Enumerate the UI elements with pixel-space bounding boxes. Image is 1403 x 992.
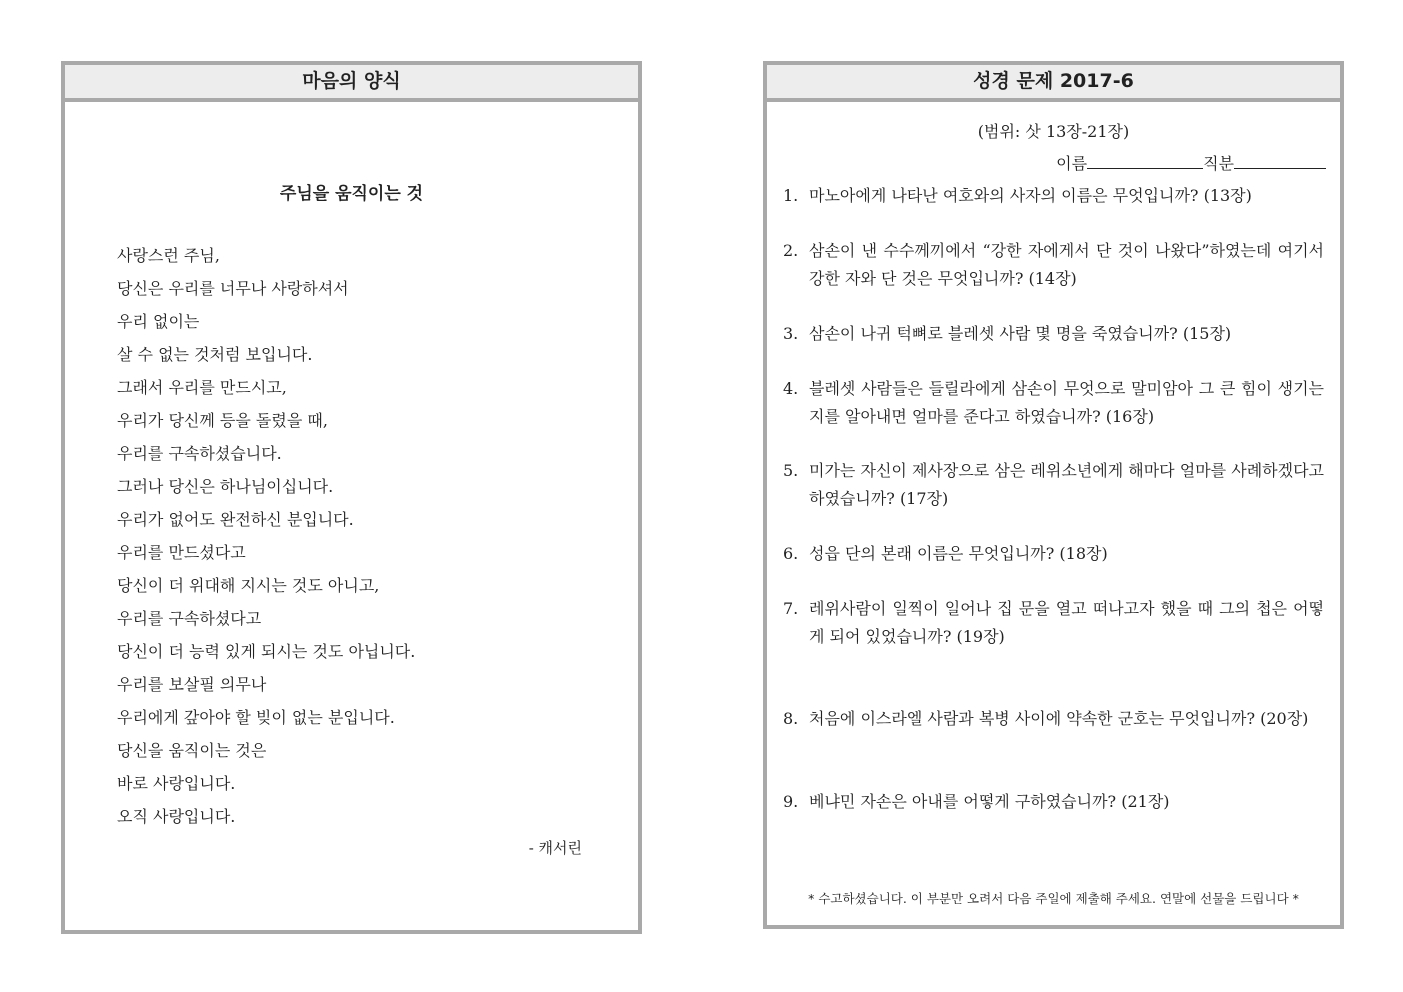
poem-line: 당신을 움직이는 것은 bbox=[117, 741, 267, 760]
question-number: 5. bbox=[783, 461, 799, 480]
question-item bbox=[783, 540, 1324, 568]
question-text: 베냐민 자손은 아내를 어떻게 구하였습니까? (21장) bbox=[809, 792, 1170, 811]
question-number: 4. bbox=[783, 379, 799, 398]
position-blank[interactable] bbox=[1234, 152, 1326, 169]
poem-line: 우리를 구속하셨다고 bbox=[117, 609, 262, 628]
bible-quiz-panel bbox=[763, 61, 1344, 929]
question-item bbox=[783, 320, 1324, 348]
question-text: 레위사람이 일찍이 일어나 집 문을 열고 떠나고자 했을 때 그의 첩은 어떻게 되어 있었습니까? (19장) bbox=[809, 599, 1324, 646]
question-item bbox=[783, 457, 1324, 513]
question-number: 6. bbox=[783, 544, 799, 563]
question-number: 8. bbox=[783, 709, 799, 728]
poem-line: 그러나 당신은 하나님이십니다. bbox=[117, 477, 334, 496]
poem-line: 당신이 더 능력 있게 되시는 것도 아닙니다. bbox=[117, 642, 416, 661]
poem-body bbox=[117, 239, 415, 833]
poem-author: - 캐서린 bbox=[528, 839, 582, 857]
question-text: 처음에 이스라엘 사람과 복병 사이에 약속한 군호는 무엇입니까? (20장) bbox=[809, 709, 1309, 728]
meditation-header: 마음의 양식 bbox=[65, 65, 638, 102]
poem-line: 우리가 없어도 완전하신 분입니다. bbox=[117, 510, 354, 529]
question-item bbox=[783, 788, 1324, 816]
poem-title: 주님을 움직이는 것 bbox=[279, 184, 424, 204]
poem-line: 바로 사랑입니다. bbox=[117, 774, 236, 793]
quiz-range: (범위: 삿 13장-21장) bbox=[977, 122, 1130, 141]
question-text: 성읍 단의 본래 이름은 무엇입니까? (18장) bbox=[809, 544, 1108, 563]
question-item bbox=[783, 595, 1324, 651]
question-number: 1. bbox=[783, 186, 799, 205]
question-item bbox=[783, 182, 1324, 210]
question-number: 3. bbox=[783, 324, 799, 343]
poem-line: 당신은 우리를 너무나 사랑하셔서 bbox=[117, 279, 349, 298]
name-position-line bbox=[1056, 151, 1326, 174]
question-text: 삼손이 나귀 턱뼈로 블레셋 사람 몇 명을 죽였습니까? (15장) bbox=[809, 324, 1232, 343]
question-number: 9. bbox=[783, 792, 799, 811]
question-item bbox=[783, 705, 1324, 733]
name-blank[interactable] bbox=[1087, 152, 1203, 169]
position-label: 직분 bbox=[1203, 154, 1234, 173]
question-item bbox=[783, 375, 1324, 431]
question-number: 7. bbox=[783, 599, 799, 618]
question-number: 2. bbox=[783, 241, 799, 260]
question-text: 마노아에게 나타난 여호와의 사자의 이름은 무엇입니까? (13장) bbox=[809, 186, 1252, 205]
question-text: 삼손이 낸 수수께끼에서 “강한 자에게서 단 것이 나왔다”하였는데 여기서 강한 자와 단 것은 무엇입니까? (14장) bbox=[809, 241, 1324, 288]
poem-line: 당신이 더 위대해 지시는 것도 아니고, bbox=[117, 576, 380, 595]
poem-line: 살 수 없는 것처럼 보입니다. bbox=[117, 345, 313, 364]
poem-line: 우리가 당신께 등을 돌렸을 때, bbox=[117, 411, 328, 430]
poem-line: 그래서 우리를 만드시고, bbox=[117, 378, 287, 397]
poem-line: 사랑스런 주님, bbox=[117, 246, 220, 265]
poem-line: 우리에게 갚아야 할 빚이 없는 분입니다. bbox=[117, 708, 395, 727]
poem-line: 우리를 만드셨다고 bbox=[117, 543, 246, 562]
question-text: 블레셋 사람들은 들릴라에게 삼손이 무엇으로 말미암아 그 큰 힘이 생기는지를 알아내면 얼마를 준다고 하였습니까? (16장) bbox=[809, 379, 1324, 426]
quiz-header: 성경 문제 2017-6 bbox=[767, 65, 1340, 102]
question-item bbox=[783, 237, 1324, 293]
name-label: 이름 bbox=[1056, 154, 1088, 173]
footer-note: * 수고하셨습니다. 이 부분만 오려서 다음 주일에 제출해 주세요. 연말에 선물을 드립니다 * bbox=[808, 891, 1299, 906]
poem-line: 우리를 구속하셨습니다. bbox=[117, 444, 282, 463]
poem-line: 우리 없이는 bbox=[117, 312, 200, 331]
meditation-panel bbox=[61, 61, 642, 934]
poem-line: 오직 사랑입니다. bbox=[117, 807, 236, 826]
question-text: 미가는 자신이 제사장으로 삼은 레위소년에게 해마다 얼마를 사례하겠다고 하였습니까? (17장) bbox=[809, 461, 1324, 508]
poem-line: 우리를 보살필 의무나 bbox=[117, 675, 267, 694]
